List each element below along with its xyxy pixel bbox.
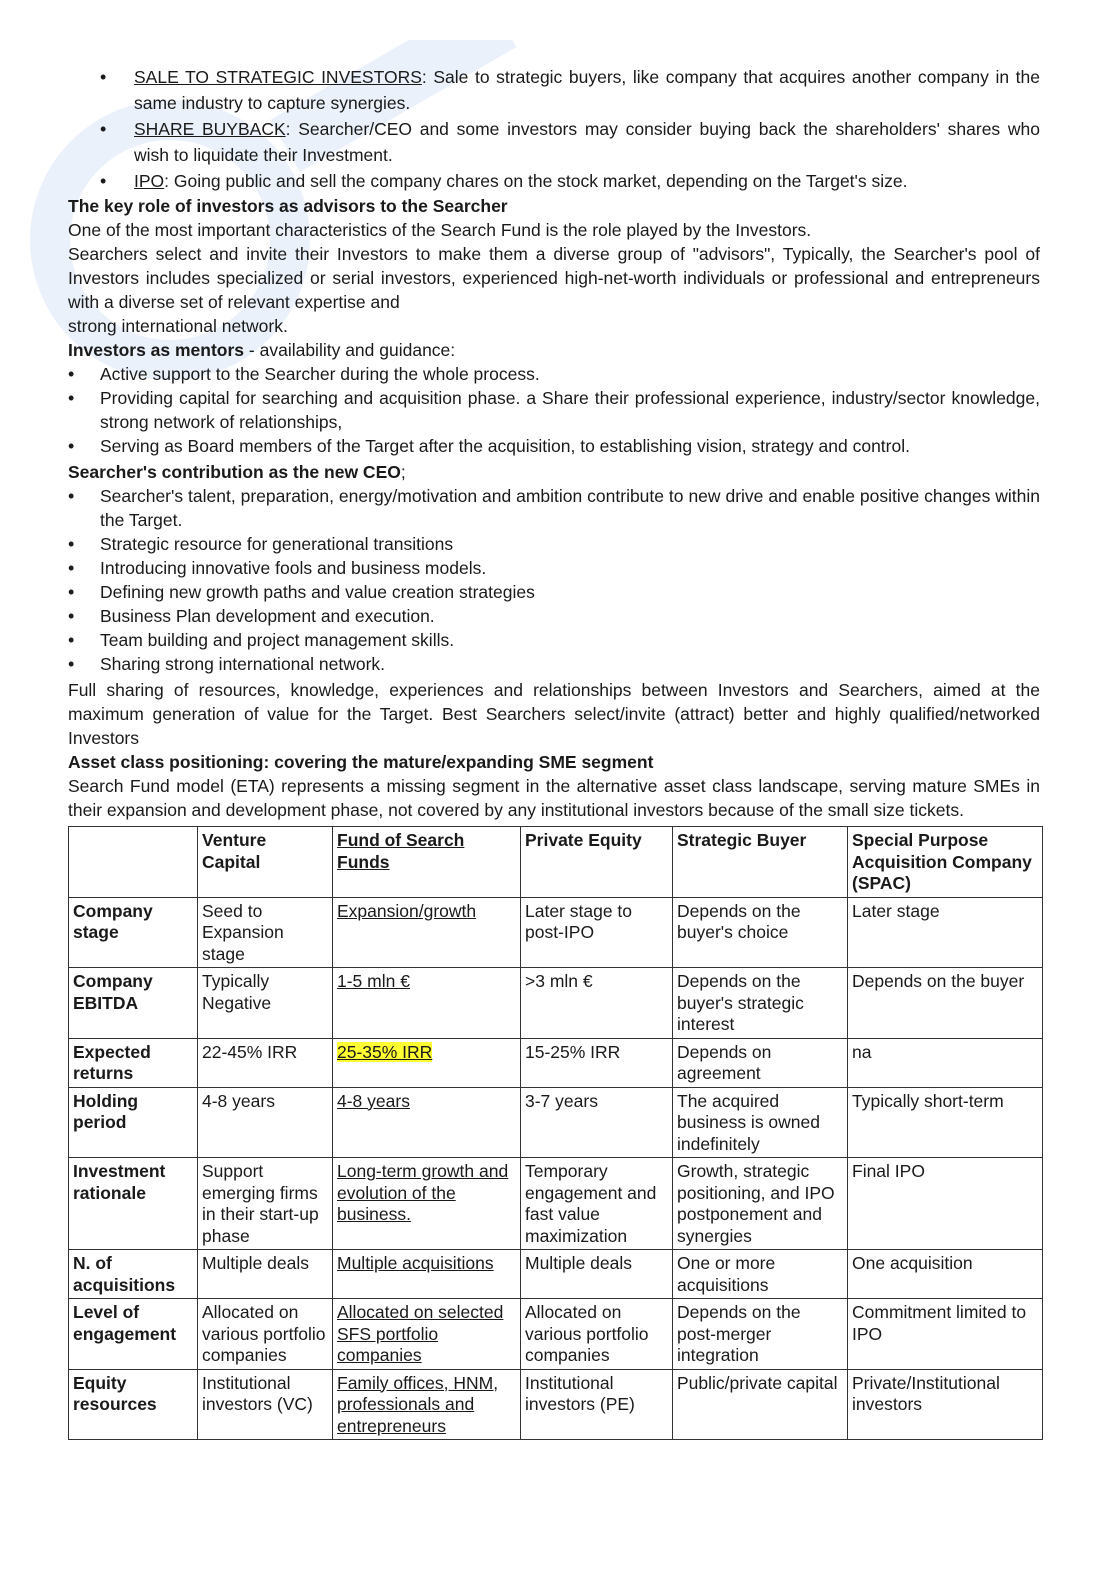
highlighted-value: 25-35% IRR: [337, 1041, 433, 1062]
table-cell: Long-term growth and evolution of the business.: [333, 1158, 521, 1250]
table-cell: Allocated on various portfolio companies: [198, 1299, 333, 1370]
table-header-cell: [69, 827, 198, 898]
table-header-cell: Strategic Buyer: [673, 827, 848, 898]
advisors-paragraph: Searchers select and invite their Investors to make them a diverse group of "advisors", Typically, the Searcher's pool of Investors includes specialized or serial investors, experienced high-net-worth individuals or professional and entrepreneurs with a diverse set of relevant expertise and: [68, 244, 1040, 312]
list-item: • Strategic resource for generational transitions: [68, 532, 1040, 556]
table-header-cell: Private Equity: [521, 827, 673, 898]
table-cell: Depends on agreement: [673, 1038, 848, 1087]
list-item: • IPO: Going public and sell the company chares on the stock market, depending on the Target's size.: [68, 168, 1040, 194]
table-cell: One or more acquisitions: [673, 1250, 848, 1299]
exit-options-list: [68, 64, 1040, 194]
table-cell: >3 mln €: [521, 968, 673, 1039]
table-header-row: [69, 827, 1043, 898]
list-item: • Sharing strong international network.: [68, 652, 1040, 676]
asset-class-heading: Asset class positioning: covering the mature/expanding SME segment: [68, 752, 654, 772]
table-header-cell: Fund of Search Funds: [333, 827, 521, 898]
list-item: • Providing capital for searching and acquisition phase. a Share their professional experience, industry/sector knowledge, strong network of relationships,: [68, 386, 1040, 434]
table-cell: Public/private capital: [673, 1369, 848, 1440]
table-cell: 4-8 years: [333, 1087, 521, 1158]
row-header-cell: Expected returns: [69, 1038, 198, 1087]
list-item: • Introducing innovative fools and business models.: [68, 556, 1040, 580]
table-cell: Depends on the buyer's choice: [673, 897, 848, 968]
list-item: • Defining new growth paths and value creation strategies: [68, 580, 1040, 604]
mentors-list: [68, 362, 1040, 458]
table-header-cell: Venture Capital: [198, 827, 333, 898]
table-cell: 4-8 years: [198, 1087, 333, 1158]
list-item: • Team building and project management skills.: [68, 628, 1040, 652]
table-cell: Private/Institutional investors: [848, 1369, 1043, 1440]
row-header-cell: N. of acquisitions: [69, 1250, 198, 1299]
table-row: [69, 1250, 1043, 1299]
table-row: [69, 968, 1043, 1039]
asset-class-paragraph: Search Fund model (ETA) represents a missing segment in the alternative asset class landscape, serving mature SMEs in their expansion and development phase, not covered by any institutional investors because of the small size tickets.: [68, 776, 1040, 820]
row-header-cell: Holding period: [69, 1087, 198, 1158]
table-cell: Final IPO: [848, 1158, 1043, 1250]
table-cell: Family offices, HNM, professionals and entrepreneurs: [333, 1369, 521, 1440]
table-cell: Multiple deals: [521, 1250, 673, 1299]
table-cell: 1-5 mln €: [333, 968, 521, 1039]
table-cell: Institutional investors (PE): [521, 1369, 673, 1440]
table-row: [69, 1158, 1043, 1250]
table-cell: Typically short-term: [848, 1087, 1043, 1158]
table-cell: Institutional investors (VC): [198, 1369, 333, 1440]
table-cell: Later stage to post-IPO: [521, 897, 673, 968]
advisors-heading: The key role of investors as advisors to the Searcher: [68, 196, 508, 216]
table-cell: 15-25% IRR: [521, 1038, 673, 1087]
table-cell: The acquired business is owned indefinitely: [673, 1087, 848, 1158]
table-cell: One acquisition: [848, 1250, 1043, 1299]
row-header-cell: Company stage: [69, 897, 198, 968]
ceo-closing-paragraph: Full sharing of resources, knowledge, experiences and relationships between Investors and Searchers, aimed at the maximum generation of value for the Target. Best Searchers select/invite (attract) better and highly qualified/networked Investors: [68, 680, 1040, 748]
table-cell: Depends on the buyer: [848, 968, 1043, 1039]
advisors-paragraph: strong international network.: [68, 316, 288, 336]
mentors-heading: Investors as mentors - availability and guidance:: [68, 340, 456, 360]
document-page: [68, 64, 1040, 1440]
table-cell: Allocated on various portfolio companies: [521, 1299, 673, 1370]
table-cell: [333, 1038, 521, 1087]
table-row: [69, 1038, 1043, 1087]
list-item: • Business Plan development and execution.: [68, 604, 1040, 628]
list-item: • SHARE BUYBACK: Searcher/CEO and some investors may consider buying back the shareholders' shares who wish to liquidate their Investment.: [68, 116, 1040, 168]
table-cell: Depends on the buyer's strategic interest: [673, 968, 848, 1039]
table-cell: Growth, strategic positioning, and IPO postponement and synergies: [673, 1158, 848, 1250]
table-cell: Support emerging firms in their start-up phase: [198, 1158, 333, 1250]
table-cell: Seed to Expansion stage: [198, 897, 333, 968]
table-row: [69, 1299, 1043, 1370]
ceo-list: [68, 484, 1040, 676]
table-header-cell: Special Purpose Acquisition Company (SPAC): [848, 827, 1043, 898]
table-cell: Temporary engagement and fast value maximization: [521, 1158, 673, 1250]
list-item: • SALE TO STRATEGIC INVESTORS: Sale to strategic buyers, like company that acquires another company in the same industry to capture synergies.: [68, 64, 1040, 116]
row-header-cell: Level of engagement: [69, 1299, 198, 1370]
table-cell: Multiple acquisitions: [333, 1250, 521, 1299]
table-cell: Expansion/growth: [333, 897, 521, 968]
ceo-heading: Searcher's contribution as the new CEO;: [68, 462, 406, 482]
table-row: [69, 1369, 1043, 1440]
table-cell: Multiple deals: [198, 1250, 333, 1299]
table-cell: Later stage: [848, 897, 1043, 968]
list-item: • Searcher's talent, preparation, energy/motivation and ambition contribute to new drive and enable positive changes within the Target.: [68, 484, 1040, 532]
advisors-paragraph: One of the most important characteristics of the Search Fund is the role played by the Investors.: [68, 220, 812, 240]
row-header-cell: Company EBITDA: [69, 968, 198, 1039]
table-row: [69, 1087, 1043, 1158]
row-header-cell: Investment rationale: [69, 1158, 198, 1250]
comparison-table: [68, 826, 1043, 1440]
table-cell: Allocated on selected SFS portfolio companies: [333, 1299, 521, 1370]
table-cell: Depends on the post-merger integration: [673, 1299, 848, 1370]
table-row: [69, 897, 1043, 968]
table-cell: Commitment limited to IPO: [848, 1299, 1043, 1370]
table-cell: 22-45% IRR: [198, 1038, 333, 1087]
list-item: • Active support to the Searcher during the whole process.: [68, 362, 1040, 386]
table-cell: na: [848, 1038, 1043, 1087]
table-cell: Typically Negative: [198, 968, 333, 1039]
row-header-cell: Equity resources: [69, 1369, 198, 1440]
list-item: • Serving as Board members of the Target after the acquisition, to establishing vision, strategy and control.: [68, 434, 1040, 458]
table-cell: 3-7 years: [521, 1087, 673, 1158]
